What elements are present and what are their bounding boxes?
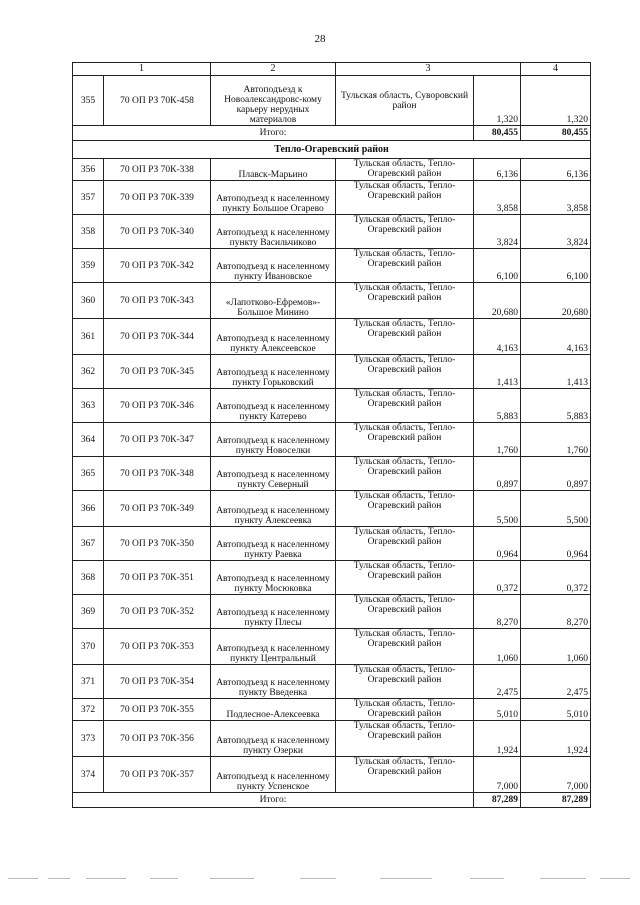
road-code: 70 ОП РЗ 70К-356 — [104, 721, 211, 757]
road-region: Тульская область, Тепло-Огаревский район — [336, 457, 474, 491]
road-length: 4,163 — [474, 319, 521, 355]
road-length-total: 3,824 — [521, 215, 591, 249]
road-length: 1,060 — [474, 629, 521, 665]
total-length: 87,289 — [474, 793, 521, 808]
road-length: 0,964 — [474, 527, 521, 561]
road-name: Подлесное-Алексеевка — [211, 699, 336, 721]
table-row — [73, 595, 591, 629]
road-name: «Лапотково-Ефремов»- Большое Минино — [211, 283, 336, 319]
column-header-4: 4 — [521, 63, 591, 76]
row-number: 373 — [73, 721, 104, 757]
road-code: 70 ОП РЗ 70К-344 — [104, 319, 211, 355]
road-length-total: 2,475 — [521, 665, 591, 699]
road-name: Автоподъезд к населенному пункту Горьковский — [211, 355, 336, 389]
road-region: Тульская область, Суворовский район — [336, 76, 474, 126]
road-name: Автоподъезд к населенному пункту Большое Огарево — [211, 181, 336, 215]
road-region: Тульская область, Тепло-Огаревский район — [336, 699, 474, 721]
road-code: 70 ОП РЗ 70К-338 — [104, 159, 211, 181]
row-number: 371 — [73, 665, 104, 699]
road-length: 2,475 — [474, 665, 521, 699]
section-title: Тепло-Огаревский район — [73, 141, 591, 159]
road-length: 1,760 — [474, 423, 521, 457]
total-row — [73, 793, 591, 808]
road-length: 3,824 — [474, 215, 521, 249]
row-number: 374 — [73, 757, 104, 793]
road-code: 70 ОП РЗ 70К-347 — [104, 423, 211, 457]
road-length: 6,100 — [474, 249, 521, 283]
road-name: Автоподъезд к населенному пункту Мосюковка — [211, 561, 336, 595]
road-code: 70 ОП РЗ 70К-357 — [104, 757, 211, 793]
row-number: 367 — [73, 527, 104, 561]
road-region: Тульская область, Тепло-Огаревский район — [336, 561, 474, 595]
column-header-1: 1 — [73, 63, 211, 76]
road-region: Тульская область, Тепло-Огаревский район — [336, 629, 474, 665]
road-length-total: 5,010 — [521, 699, 591, 721]
road-name: Автоподъезд к населенному пункту Ивановское — [211, 249, 336, 283]
road-length: 1,413 — [474, 355, 521, 389]
road-region: Тульская область, Тепло-Огаревский район — [336, 595, 474, 629]
row-number: 369 — [73, 595, 104, 629]
road-region: Тульская область, Тепло-Огаревский район — [336, 355, 474, 389]
scan-footer-marks — [0, 868, 640, 888]
road-length-total: 1,320 — [521, 76, 591, 126]
road-name: Автоподъезд к населенному пункту Васильчиково — [211, 215, 336, 249]
row-number: 363 — [73, 389, 104, 423]
road-code: 70 ОП РЗ 70К-353 — [104, 629, 211, 665]
road-length: 1,924 — [474, 721, 521, 757]
road-code: 70 ОП РЗ 70К-348 — [104, 457, 211, 491]
subtotal-length: 80,455 — [474, 126, 521, 141]
road-name: Автоподъезд к населенному пункту Раевка — [211, 527, 336, 561]
road-length: 0,372 — [474, 561, 521, 595]
road-code: 70 ОП РЗ 70К-342 — [104, 249, 211, 283]
row-number: 366 — [73, 491, 104, 527]
road-code: 70 ОП РЗ 70К-340 — [104, 215, 211, 249]
road-length: 20,680 — [474, 283, 521, 319]
road-length: 5,883 — [474, 389, 521, 423]
table-row — [73, 159, 591, 181]
total-length-total: 87,289 — [521, 793, 591, 808]
road-name: Автоподъезд к населенному пункту Центральный — [211, 629, 336, 665]
road-region: Тульская область, Тепло-Огаревский район — [336, 721, 474, 757]
road-length-total: 6,136 — [521, 159, 591, 181]
table-row — [73, 721, 591, 757]
road-name: Автоподъезд к населенному пункту Новоселки — [211, 423, 336, 457]
road-code: 70 ОП РЗ 70К-345 — [104, 355, 211, 389]
road-region: Тульская область, Тепло-Огаревский район — [336, 491, 474, 527]
road-name: Автоподъезд к населенному пункту Алексеевское — [211, 319, 336, 355]
table-row — [73, 181, 591, 215]
road-length-total: 0,372 — [521, 561, 591, 595]
road-name: Автоподъезд к населенному пункту Успенское — [211, 757, 336, 793]
road-region: Тульская область, Тепло-Огаревский район — [336, 389, 474, 423]
column-header-3: 3 — [336, 63, 521, 76]
road-length-total: 1,413 — [521, 355, 591, 389]
road-region: Тульская область, Тепло-Огаревский район — [336, 665, 474, 699]
row-number: 355 — [73, 76, 104, 126]
road-region: Тульская область, Тепло-Огаревский район — [336, 283, 474, 319]
row-number: 359 — [73, 249, 104, 283]
road-code: 70 ОП РЗ 70К-339 — [104, 181, 211, 215]
row-number: 361 — [73, 319, 104, 355]
row-number: 372 — [73, 699, 104, 721]
road-name: Автоподъезд к населенному пункту Введенка — [211, 665, 336, 699]
subtotal-row — [73, 126, 591, 141]
table-row — [73, 423, 591, 457]
road-length-total: 8,270 — [521, 595, 591, 629]
row-number: 356 — [73, 159, 104, 181]
table-row — [73, 76, 591, 126]
road-code: 70 ОП РЗ 70К-355 — [104, 699, 211, 721]
road-region: Тульская область, Тепло-Огаревский район — [336, 319, 474, 355]
row-number: 370 — [73, 629, 104, 665]
road-length-total: 1,924 — [521, 721, 591, 757]
table-row — [73, 249, 591, 283]
road-region: Тульская область, Тепло-Огаревский район — [336, 527, 474, 561]
row-number: 362 — [73, 355, 104, 389]
road-name: Автоподъезд к Новоалександровс-кому карьеру нерудных материалов — [211, 76, 336, 126]
road-length-total: 0,964 — [521, 527, 591, 561]
table-row — [73, 491, 591, 527]
column-header-row — [73, 63, 591, 76]
row-number: 357 — [73, 181, 104, 215]
road-length-total: 1,060 — [521, 629, 591, 665]
table-row — [73, 215, 591, 249]
road-length: 0,897 — [474, 457, 521, 491]
road-name: Автоподъезд к населенному пункту Северный — [211, 457, 336, 491]
road-length-total: 5,500 — [521, 491, 591, 527]
table-row — [73, 389, 591, 423]
table-row — [73, 665, 591, 699]
road-region: Тульская область, Тепло-Огаревский район — [336, 215, 474, 249]
table-row — [73, 629, 591, 665]
road-length-total: 5,883 — [521, 389, 591, 423]
road-code: 70 ОП РЗ 70К-354 — [104, 665, 211, 699]
road-region: Тульская область, Тепло-Огаревский район — [336, 423, 474, 457]
road-region: Тульская область, Тепло-Огаревский район — [336, 757, 474, 793]
road-length: 7,000 — [474, 757, 521, 793]
row-number: 360 — [73, 283, 104, 319]
road-region: Тульская область, Тепло-Огаревский район — [336, 159, 474, 181]
road-length-total: 4,163 — [521, 319, 591, 355]
table-row — [73, 757, 591, 793]
road-length-total: 7,000 — [521, 757, 591, 793]
row-number: 364 — [73, 423, 104, 457]
road-length: 5,500 — [474, 491, 521, 527]
table-row — [73, 457, 591, 491]
road-name: Автоподъезд к населенному пункту Катерево — [211, 389, 336, 423]
road-code: 70 ОП РЗ 70К-458 — [104, 76, 211, 126]
road-code: 70 ОП РЗ 70К-346 — [104, 389, 211, 423]
road-length: 5,010 — [474, 699, 521, 721]
page-number: 28 — [314, 33, 326, 45]
road-name: Автоподъезд к населенному пункту Алексеевка — [211, 491, 336, 527]
row-number: 368 — [73, 561, 104, 595]
roads-table — [72, 62, 591, 808]
total-label: Итого: — [73, 793, 474, 808]
table-row — [73, 283, 591, 319]
road-length: 6,136 — [474, 159, 521, 181]
table-row — [73, 699, 591, 721]
road-name: Плавск-Марьино — [211, 159, 336, 181]
table-row — [73, 561, 591, 595]
road-length: 3,858 — [474, 181, 521, 215]
road-length: 8,270 — [474, 595, 521, 629]
road-code: 70 ОП РЗ 70К-351 — [104, 561, 211, 595]
road-length-total: 0,897 — [521, 457, 591, 491]
row-number: 358 — [73, 215, 104, 249]
road-length: 1,320 — [474, 76, 521, 126]
road-code: 70 ОП РЗ 70К-350 — [104, 527, 211, 561]
subtotal-length-total: 80,455 — [521, 126, 591, 141]
road-region: Тульская область, Тепло-Огаревский район — [336, 249, 474, 283]
road-length-total: 6,100 — [521, 249, 591, 283]
road-name: Автоподъезд к населенному пункту Озерки — [211, 721, 336, 757]
table-row — [73, 319, 591, 355]
road-code: 70 ОП РЗ 70К-343 — [104, 283, 211, 319]
road-length-total: 1,760 — [521, 423, 591, 457]
road-region: Тульская область, Тепло-Огаревский район — [336, 181, 474, 215]
subtotal-label: Итого: — [73, 126, 474, 141]
road-code: 70 ОП РЗ 70К-349 — [104, 491, 211, 527]
road-length-total: 3,858 — [521, 181, 591, 215]
column-header-2: 2 — [211, 63, 336, 76]
road-length-total: 20,680 — [521, 283, 591, 319]
row-number: 365 — [73, 457, 104, 491]
section-row — [73, 141, 591, 159]
road-code: 70 ОП РЗ 70К-352 — [104, 595, 211, 629]
table-row — [73, 527, 591, 561]
table-row — [73, 355, 591, 389]
road-name: Автоподъезд к населенному пункту Плесы — [211, 595, 336, 629]
